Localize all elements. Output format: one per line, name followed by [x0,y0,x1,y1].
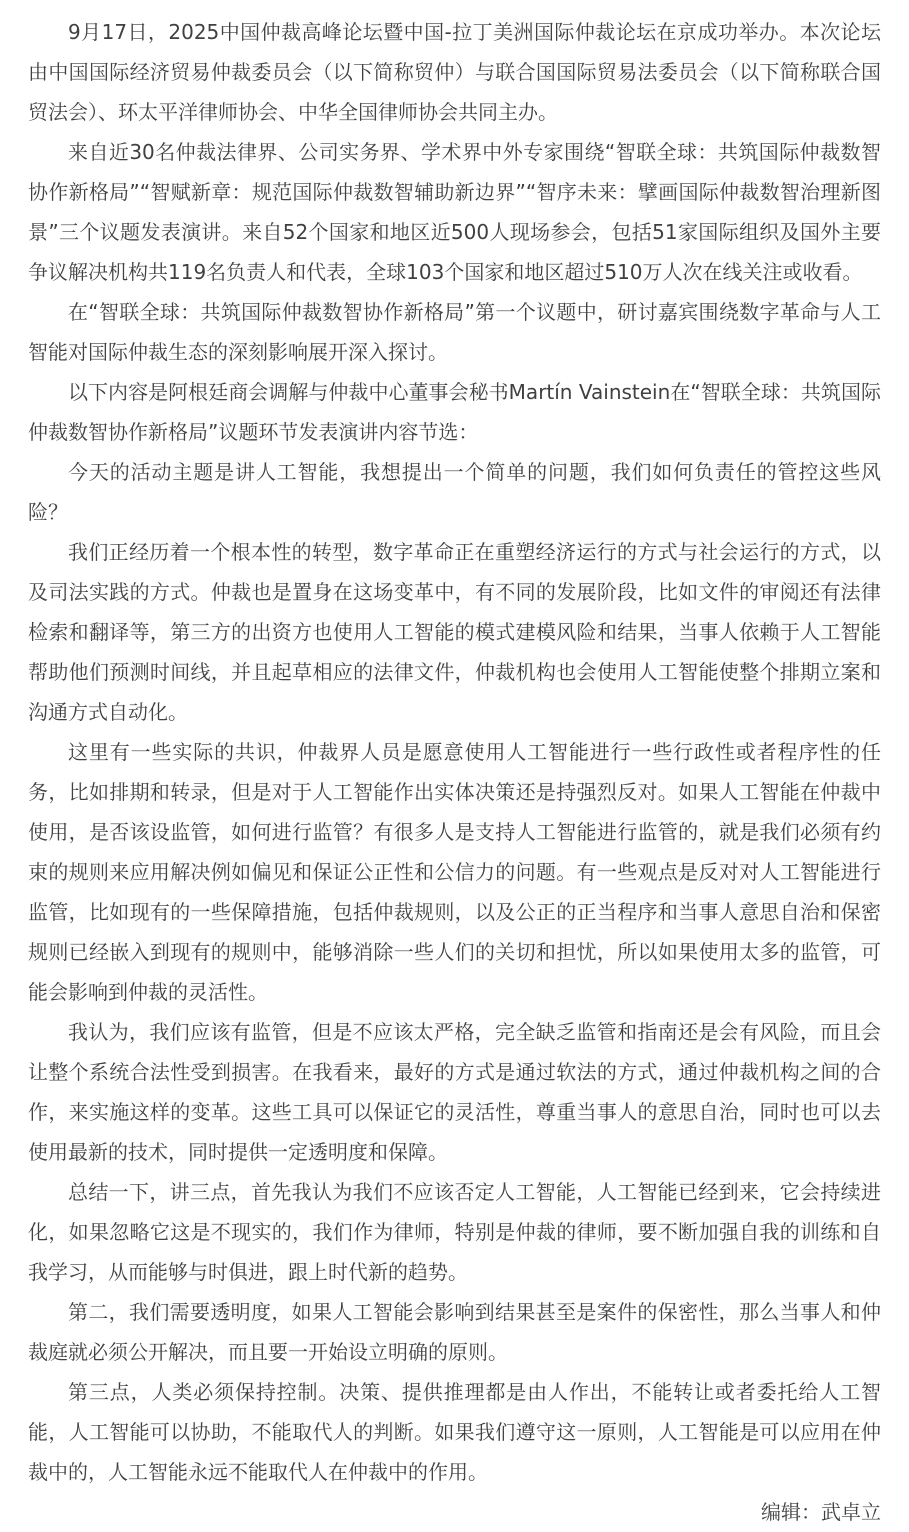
paragraph-speaker-credit: 以下内容是阿根廷商会调解与仲裁中心董事会秘书Martín Vainstein在“智联全球：共筑国际仲裁数智协作新格局”议题环节发表演讲内容节选： [28,380,881,444]
paragraph-summary-point-two: 第二，我们需要透明度，如果人工智能会影响到结果甚至是案件的保密性，那么当事人和仲裁庭就必须公开解决，而且要一开始设立明确的原则。 [28,1300,881,1364]
paragraph-soft-law: 我认为，我们应该有监管，但是不应该太严格，完全缺乏监管和指南还是会有风险，而且会让整个系统合法性受到损害。在我看来，最好的方式是通过软法的方式，通过仲裁机构之间的合作，来实施这样的变革。这些工具可以保证它的灵活性，尊重当事人的意思自治，同时也可以去使用最新的技术，同时提供一定透明度和保障。 [28,1020,881,1164]
paragraph-speech-question: 今天的活动主题是讲人工智能，我想提出一个简单的问题，我们如何负责任的管控这些风险？ [28,460,881,524]
article-body [28,12,881,1532]
paragraph-topic-one: 在“智联全球：共筑国际仲裁数智协作新格局”第一个议题中，研讨嘉宾围绕数字革命与人工智能对国际仲裁生态的深刻影响展开深入探讨。 [28,300,881,364]
paragraph-summary-point-one: 总结一下，讲三点，首先我认为我们不应该否定人工智能，人工智能已经到来，它会持续进化，如果忽略它这是不现实的，我们作为律师，特别是仲裁的律师，要不断加强自我的训练和自我学习，从而能够与时俱进，跟上时代新的趋势。 [28,1180,881,1284]
paragraph-summary-point-three: 第三点，人类必须保持控制。决策、提供推理都是由人作出，不能转让或者委托给人工智能，人工智能可以协助，不能取代人的判断。如果我们遵守这一原则，人工智能是可以应用在仲裁中的，人工智能永远不能取代人在仲裁中的作用。 [28,1380,881,1484]
paragraph-speakers-stats: 来自近30名仲裁法律界、公司实务界、学术界中外专家围绕“智联全球：共筑国际仲裁数智协作新格局”“智赋新章：规范国际仲裁数智辅助新边界”“智序未来：擘画国际仲裁数智治理新图景”三个议题发表演讲。来自52个国家和地区近500人现场参会，包括51家国际组织及国外主要争议解决机构共119名负责人和代表，全球103个国家和地区超过510万人次在线关注或收看。 [28,140,881,284]
paragraph-consensus-regulation: 这里有一些实际的共识，仲裁界人员是愿意使用人工智能进行一些行政性或者程序性的任务，比如排期和转录，但是对于人工智能作出实体决策还是持强烈反对。如果人工智能在仲裁中使用，是否该设监管，如何进行监管？有很多人是支持人工智能进行监管的，就是我们必须有约束的规则来应用解决例如偏见和保证公正性和公信力的问题。有一些观点是反对对人工智能进行监管，比如现有的一些保障措施，包括仲裁规则，以及公正的正当程序和当事人意思自治和保密规则已经嵌入到现有的规则中，能够消除一些人们的关切和担忧，所以如果使用太多的监管，可能会影响到仲裁的灵活性。 [28,740,881,1004]
editor-credit: 编辑：武卓立 [761,1500,881,1524]
paragraph-transformation: 我们正经历着一个根本性的转型，数字革命正在重塑经济运行的方式与社会运行的方式，以及司法实践的方式。仲裁也是置身在这场变革中，有不同的发展阶段，比如文件的审阅还有法律检索和翻译等，第三方的出资方也使用人工智能的模式建模风险和结果，当事人依赖于人工智能帮助他们预测时间线，并且起草相应的法律文件，仲裁机构也会使用人工智能使整个排期立案和沟通方式自动化。 [28,540,881,724]
paragraph-intro: 9月17日，2025中国仲裁高峰论坛暨中国-拉丁美洲国际仲裁论坛在京成功举办。本次论坛由中国国际经济贸易仲裁委员会（以下简称贸仲）与联合国国际贸易法委员会（以下简称联合国贸法会）、环太平洋律师协会、中华全国律师协会共同主办。 [28,20,881,124]
